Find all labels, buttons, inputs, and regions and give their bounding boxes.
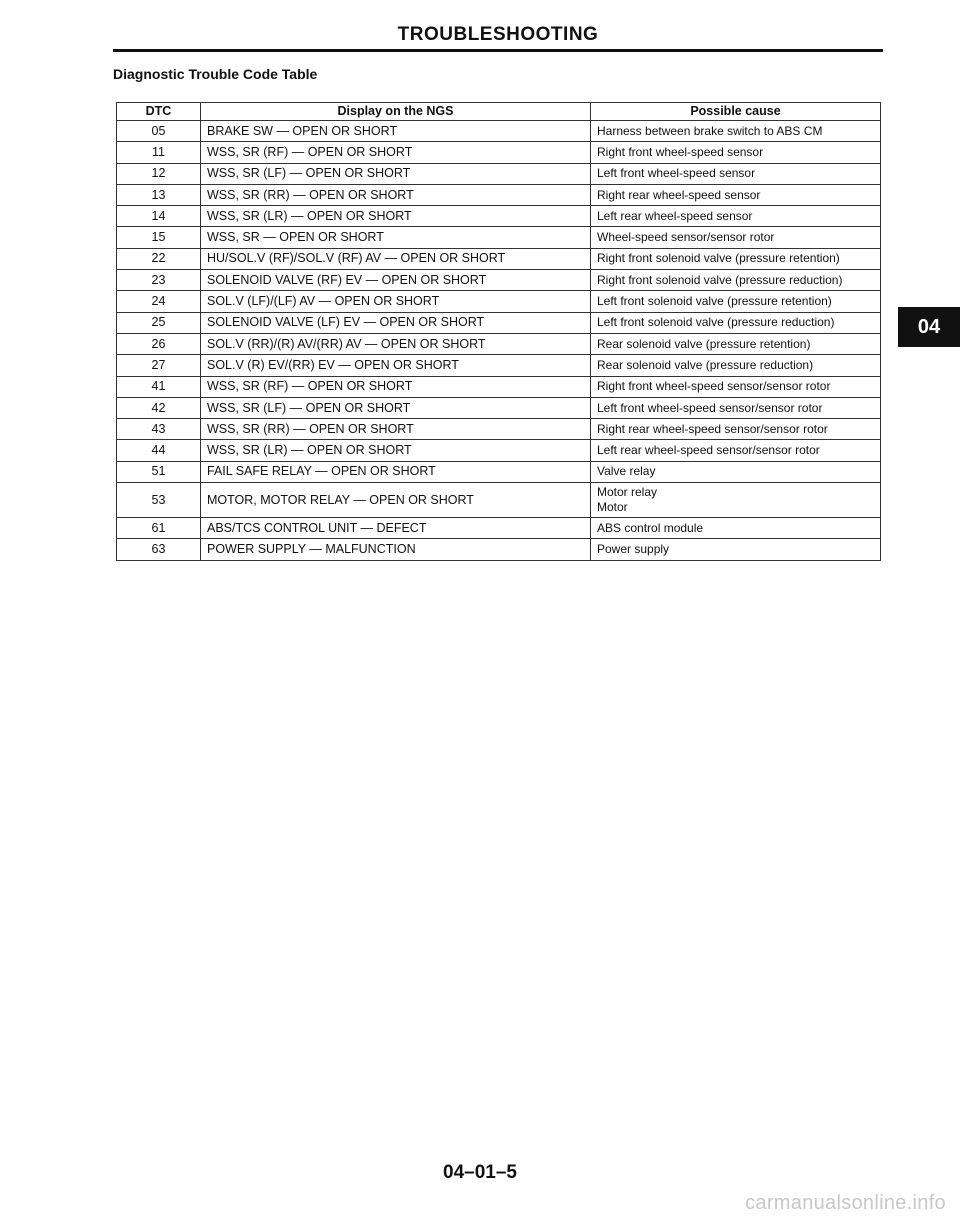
possible-cause-line: Left front wheel-speed sensor/sensor rotor bbox=[597, 400, 823, 415]
ngs-display-cell: HU/SOL.V (RF)/SOL.V (RF) AV — OPEN OR SHORT bbox=[201, 248, 591, 269]
possible-cause-cell bbox=[591, 312, 881, 333]
dtc-code-cell: 22 bbox=[117, 248, 201, 269]
ngs-display-cell: SOL.V (RR)/(R) AV/(RR) AV — OPEN OR SHORT bbox=[201, 333, 591, 354]
table-row bbox=[117, 333, 881, 354]
possible-cause-cell bbox=[591, 397, 881, 418]
ngs-display-cell: WSS, SR (RR) — OPEN OR SHORT bbox=[201, 184, 591, 205]
table-row bbox=[117, 206, 881, 227]
ngs-display-cell: WSS, SR (LF) — OPEN OR SHORT bbox=[201, 163, 591, 184]
table-row bbox=[117, 121, 881, 142]
table-row bbox=[117, 248, 881, 269]
possible-cause-line: Motor relay bbox=[597, 485, 658, 500]
column-header-display: Display on the NGS bbox=[201, 103, 591, 121]
ngs-display-cell: BRAKE SW — OPEN OR SHORT bbox=[201, 121, 591, 142]
ngs-display-cell: SOLENOID VALVE (LF) EV — OPEN OR SHORT bbox=[201, 312, 591, 333]
table-row bbox=[117, 227, 881, 248]
possible-cause-cell bbox=[591, 483, 881, 518]
possible-cause-line: Left front wheel-speed sensor bbox=[597, 166, 756, 181]
table-row bbox=[117, 291, 881, 312]
possible-cause-line: Left front solenoid valve (pressure reduction) bbox=[597, 315, 835, 330]
possible-cause-cell bbox=[591, 121, 881, 142]
possible-cause-cell bbox=[591, 270, 881, 291]
possible-cause-line: Right front solenoid valve (pressure retention) bbox=[597, 251, 840, 266]
possible-cause-line: Right rear wheel-speed sensor bbox=[597, 187, 761, 202]
table-row bbox=[117, 397, 881, 418]
table-row bbox=[117, 142, 881, 163]
table-row bbox=[117, 184, 881, 205]
possible-cause-line: Wheel-speed sensor/sensor rotor bbox=[597, 230, 775, 245]
table-row bbox=[117, 518, 881, 539]
table-row bbox=[117, 539, 881, 560]
dtc-code-cell: 27 bbox=[117, 355, 201, 376]
column-header-cause: Possible cause bbox=[591, 103, 881, 121]
ngs-display-cell: WSS, SR (LF) — OPEN OR SHORT bbox=[201, 397, 591, 418]
possible-cause-line: Right front wheel-speed sensor/sensor rotor bbox=[597, 379, 831, 394]
ngs-display-cell: SOL.V (LF)/(LF) AV — OPEN OR SHORT bbox=[201, 291, 591, 312]
dtc-code-cell: 13 bbox=[117, 184, 201, 205]
table-body bbox=[117, 121, 881, 561]
dtc-code-cell: 05 bbox=[117, 121, 201, 142]
dtc-code-cell: 51 bbox=[117, 461, 201, 482]
possible-cause-line: Left rear wheel-speed sensor/sensor rotor bbox=[597, 443, 820, 458]
column-header-dtc: DTC bbox=[117, 103, 201, 121]
table-row bbox=[117, 461, 881, 482]
ngs-display-cell: WSS, SR (LR) — OPEN OR SHORT bbox=[201, 440, 591, 461]
possible-cause-line: Left front solenoid valve (pressure retention) bbox=[597, 294, 832, 309]
table-row bbox=[117, 312, 881, 333]
possible-cause-line: ABS control module bbox=[597, 520, 704, 535]
dtc-code-cell: 53 bbox=[117, 483, 201, 518]
possible-cause-cell bbox=[591, 184, 881, 205]
possible-cause-line: Left rear wheel-speed sensor bbox=[597, 208, 753, 223]
ngs-display-cell: WSS, SR (RR) — OPEN OR SHORT bbox=[201, 419, 591, 440]
section-title: Diagnostic Trouble Code Table bbox=[113, 66, 318, 82]
table-row bbox=[117, 419, 881, 440]
possible-cause-cell bbox=[591, 355, 881, 376]
possible-cause-line: Motor bbox=[597, 500, 628, 515]
dtc-code-cell: 43 bbox=[117, 419, 201, 440]
ngs-display-cell: WSS, SR (RF) — OPEN OR SHORT bbox=[201, 376, 591, 397]
possible-cause-line: Right rear wheel-speed sensor/sensor rotor bbox=[597, 421, 828, 436]
dtc-code-cell: 42 bbox=[117, 397, 201, 418]
dtc-code-cell: 63 bbox=[117, 539, 201, 560]
table-row bbox=[117, 163, 881, 184]
table-row bbox=[117, 270, 881, 291]
ngs-display-cell: MOTOR, MOTOR RELAY — OPEN OR SHORT bbox=[201, 483, 591, 518]
possible-cause-cell bbox=[591, 142, 881, 163]
dtc-code-cell: 41 bbox=[117, 376, 201, 397]
possible-cause-cell bbox=[591, 440, 881, 461]
possible-cause-line: Harness between brake switch to ABS CM bbox=[597, 123, 823, 138]
dtc-table bbox=[116, 102, 881, 561]
table-row bbox=[117, 440, 881, 461]
table-row bbox=[117, 355, 881, 376]
dtc-code-cell: 25 bbox=[117, 312, 201, 333]
watermark: carmanualsonline.info bbox=[745, 1192, 946, 1214]
possible-cause-cell bbox=[591, 419, 881, 440]
dtc-code-cell: 12 bbox=[117, 163, 201, 184]
possible-cause-cell bbox=[591, 539, 881, 560]
ngs-display-cell: FAIL SAFE RELAY — OPEN OR SHORT bbox=[201, 461, 591, 482]
dtc-code-cell: 15 bbox=[117, 227, 201, 248]
dtc-code-cell: 14 bbox=[117, 206, 201, 227]
ngs-display-cell: SOL.V (R) EV/(RR) EV — OPEN OR SHORT bbox=[201, 355, 591, 376]
ngs-display-cell: WSS, SR — OPEN OR SHORT bbox=[201, 227, 591, 248]
possible-cause-cell bbox=[591, 461, 881, 482]
possible-cause-cell bbox=[591, 163, 881, 184]
section-tab-badge: 04 bbox=[898, 307, 960, 347]
possible-cause-cell bbox=[591, 206, 881, 227]
ngs-display-cell: ABS/TCS CONTROL UNIT — DEFECT bbox=[201, 518, 591, 539]
possible-cause-line: Power supply bbox=[597, 541, 670, 556]
possible-cause-cell bbox=[591, 333, 881, 354]
possible-cause-cell bbox=[591, 518, 881, 539]
ngs-display-cell: WSS, SR (LR) — OPEN OR SHORT bbox=[201, 206, 591, 227]
ngs-display-cell: SOLENOID VALVE (RF) EV — OPEN OR SHORT bbox=[201, 270, 591, 291]
possible-cause-line: Right front solenoid valve (pressure reduction) bbox=[597, 272, 843, 287]
page-title: TROUBLESHOOTING bbox=[397, 24, 599, 45]
page-number: 04–01–5 bbox=[443, 1162, 517, 1183]
possible-cause-line: Rear solenoid valve (pressure retention) bbox=[597, 336, 811, 351]
dtc-code-cell: 23 bbox=[117, 270, 201, 291]
possible-cause-line: Valve relay bbox=[597, 464, 656, 479]
possible-cause-cell bbox=[591, 291, 881, 312]
possible-cause-line: Right front wheel-speed sensor bbox=[597, 144, 764, 159]
dtc-code-cell: 61 bbox=[117, 518, 201, 539]
dtc-code-cell: 11 bbox=[117, 142, 201, 163]
possible-cause-cell bbox=[591, 227, 881, 248]
possible-cause-line: Rear solenoid valve (pressure reduction) bbox=[597, 357, 814, 372]
table-row bbox=[117, 483, 881, 518]
possible-cause-cell bbox=[591, 248, 881, 269]
table-header-row bbox=[117, 103, 881, 121]
ngs-display-cell: POWER SUPPLY — MALFUNCTION bbox=[201, 539, 591, 560]
possible-cause-cell bbox=[591, 376, 881, 397]
dtc-code-cell: 26 bbox=[117, 333, 201, 354]
table-row bbox=[117, 376, 881, 397]
page-header bbox=[113, 22, 883, 52]
dtc-code-cell: 24 bbox=[117, 291, 201, 312]
ngs-display-cell: WSS, SR (RF) — OPEN OR SHORT bbox=[201, 142, 591, 163]
dtc-code-cell: 44 bbox=[117, 440, 201, 461]
